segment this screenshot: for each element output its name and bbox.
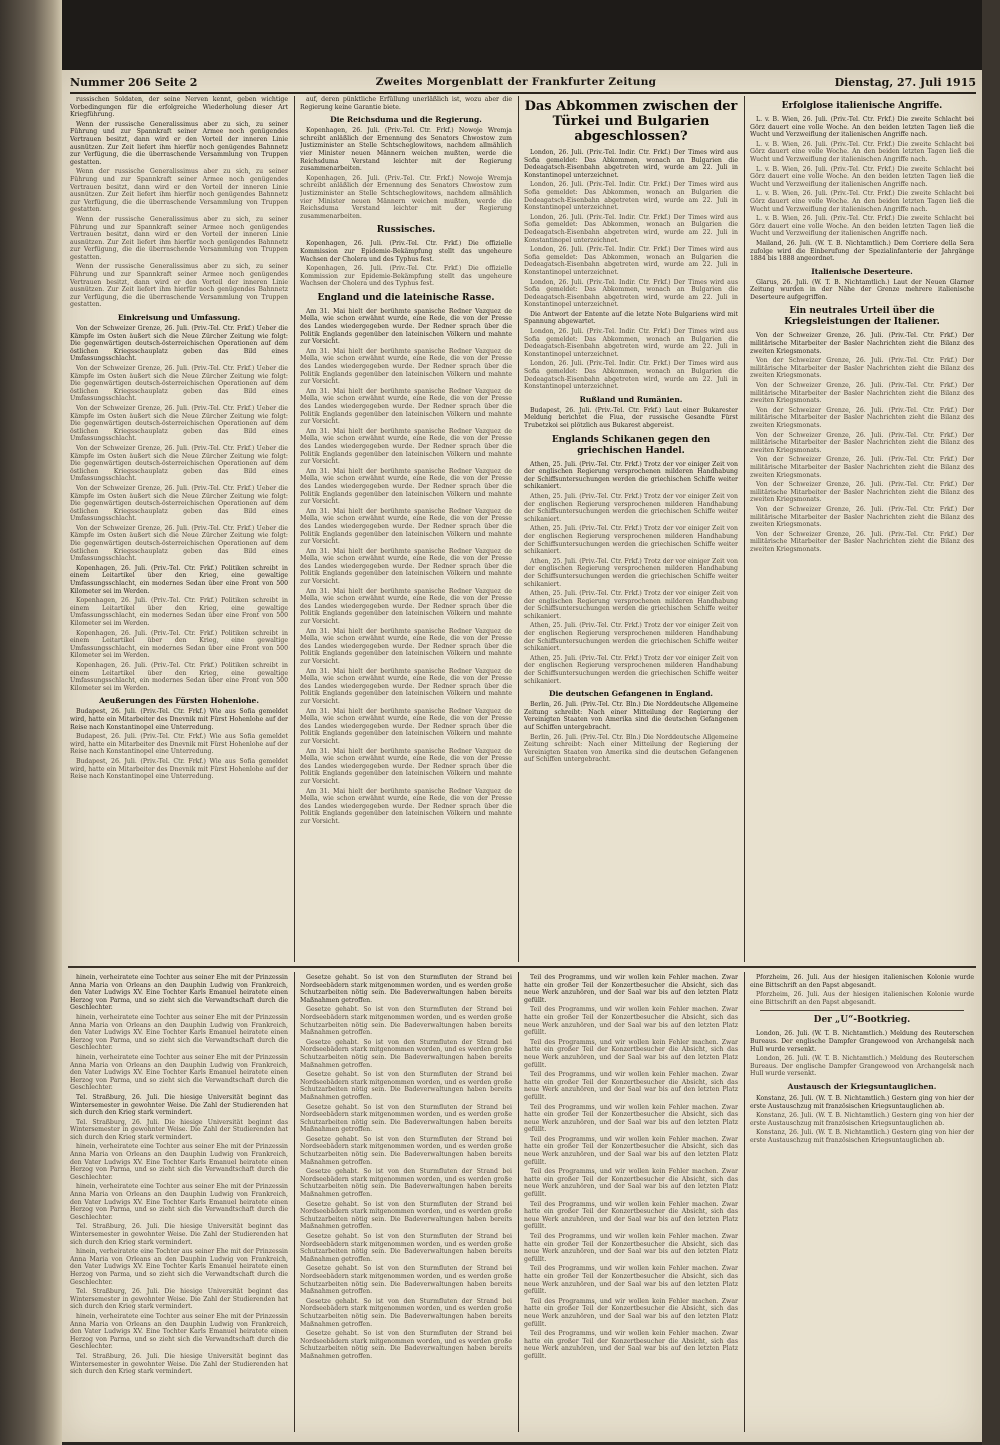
headline-erfolglose: Erfolglose italienische Angriffe. [781,101,943,111]
article-text: Athen, 25. Juli. (Priv.-Tel. Ctr. Frkf.) Trotz der vor einiger Zeit von der englischen Regierung versprochenen milderen Handhabung der Schiffsuntersuchungen werden die griechischen Schiffe weiter schikaniert. [524,525,738,556]
issue-date: Dienstag, 27. Juli 1915 [834,75,976,89]
feuilleton-text: Teil des Programms, und wir wollen kein Fehler machen. Zwar hatte ein großer Teil der Konzertbesucher die Absicht, sich das neue Werk anzuhören, und der Saal war bis auf den letzten Platz gefüllt. [524,1071,738,1101]
article-text: London, 26. Juli. (Priv.-Tel. Indir. Ctr. Frkf.) Der Times wird aus Sofia gemeldet: Das Abkommen, wonach an Bulgarien die Dedeagatsch-Eisenbahn abgetreten wird, wurde am 22. Juli in Konstantinopel unterzeichnet. [524,181,738,212]
article-text: Am 31. Mai hielt der berühmte spanische Redner Vazquez de Mella, wie schon erwähnt wurde, eine Rede, die von der Presse des Landes wiedergegeben wurde. Der Redner sprach über die Politik Englands gegenüber den lateinischen Völkern und mahnte zur Vorsicht. [300,467,512,506]
article-text: London, 26. Juli. (Priv.-Tel. Indir. Ctr. Frkf.) Der Times wird aus Sofia gemeldet: Das Abkommen, wonach an Bulgarien die Dedeagatsch-Eisenbahn abgetreten wird, wurde am 22. Juli in Konstantinopel unterzeichnet. [524,278,738,309]
article-text: Von der Schweizer Grenze, 26. Juli. (Priv.-Tel. Ctr. Frkf.) Ueber die Kämpfe im Osten äußert sich die Neue Zürcher Zeitung wie folgt: Die gegenwärtigen deutsch-österreichischen Operationen auf dem östlichen Kriegsschauplatz geben das Bild eines Umfassungsschlacht. [70,365,288,403]
feuilleton-text: Teil des Programms, und wir wollen kein Fehler machen. Zwar hatte ein großer Teil der Konzertbesucher die Absicht, sich das neue Werk anzuhören, und der Saal war bis auf den letzten Platz gefüllt. [524,1038,738,1069]
feuilleton-text: hinein, verheiratete eine Tochter aus seiner Ehe mit der Prinzessin Anna Maria von Orleans an den Dauphin Ludwig von Frankreich, den Vater Ludwigs XV. Eine Tochter Karls Emanuel heiratete einen Herzog von Parma, und so zieht sich die Verwandtschaft durch die Geschlechter. [70,1248,288,1286]
article-text: Von der Schweizer Grenze, 26. Juli. (Priv.-Tel. Ctr. Frkf.) Der militärische Mitarbeiter der Basler Nachrichten zieht die Bilanz des zweiten Kriegsmonats. [750,332,974,355]
article-text: Von der Schweizer Grenze, 26. Juli. (Priv.-Tel. Ctr. Frkf.) Ueber die Kämpfe im Osten äußert sich die Neue Zürcher Zeitung wie folgt: Die gegenwärtigen deutsch-österreichischen Operationen auf dem östlichen Kriegsschauplatz geben das Bild eines Umfassungsschlacht. [70,325,288,363]
feuilleton-text: Gesetze gehabt. So ist von den Sturmfluten der Strand bei Nordseebädern stark mitgenommen worden, und es werden große Schutzarbeiten nötig sein. Die Badeverwaltungen haben bereits Maßnahmen getroffen. [300,1103,512,1134]
feuilleton-text: Gesetze gehabt. So ist von den Sturmfluten der Strand bei Nordseebädern stark mitgenommen worden, und es werden große Schutzarbeiten nötig sein. Die Badeverwaltungen haben bereits Maßnahmen getroffen. [300,1038,512,1069]
headline-einkreisung: Einkreisung und Umfassung. [117,313,241,323]
article-text: Kopenhagen, 26. Juli. (Priv.-Tel. Ctr. Frkf.) Nowoje Wremja schreibt anläßlich der Ernennung des Senators Chwostow zum Justizminister an Stelle Schtscheglowitows, nachdem allmählich vier Minister neuen Männern weichen mußten, werde die Reichsduma Verstand leichter mit der Regierung zusammenarbeiten. [300,127,512,173]
article-text: Budapest, 26. Juli. (Priv.-Tel. Ctr. Frkf.) Wie aus Sofia gemeldet wird, hatte ein Mitarbeiter des Dnevnik mit Fürst Hohenlohe auf der Reise nach Konstantinopel eine Unterredung. [70,708,288,731]
article-text: Am 31. Mai hielt der berühmte spanische Redner Vazquez de Mella, wie schon erwähnt wurde, eine Rede, die von der Presse des Landes wiedergegeben wurde. Der Redner sprach über die Politik Englands gegenüber den lateinischen Völkern und mahnte zur Vorsicht. [300,787,512,825]
headline-ubootkrieg: Der „U“-Bootkrieg. [813,1015,911,1026]
article-text: Von der Schweizer Grenze, 26. Juli. (Priv.-Tel. Ctr. Frkf.) Der militärische Mitarbeiter der Basler Nachrichten zieht die Bilanz des zweiten Kriegsmonats. [750,505,974,529]
article-text: Wenn der russische Generalissimus aber zu sich, zu seiner Führung und zur Spannkraft seiner Armee noch genügendes Vertrauen besitzt, dann wird er den Vorteil der inneren Linie ausnützen. Zur Zeit liefert ihm hierfür noch genügendes Bahnnetz zur Verfügung, die die überraschende Versammlung von Truppen gestatten. [70,263,288,309]
article-text: L. v. B. Wien, 26. Juli. (Priv.-Tel. Ctr. Frkf.) Die zweite Schlacht bei Görz dauert eine volle Woche. An den beiden letzten Tagen ließ die Wucht und Verzweiflung der italienischen Angriffe nach. [750,215,974,238]
page-number: Nummer 206 Seite 2 [70,75,198,89]
feuilleton-text: Gesetze gehabt. So ist von den Sturmfluten der Strand bei Nordseebädern stark mitgenommen worden, und es werden große Schutzarbeiten nötig sein. Die Badeverwaltungen haben bereits Maßnahmen getroffen. [300,1071,512,1101]
article-text: Am 31. Mai hielt der berühmte spanische Redner Vazquez de Mella, wie schon erwähnt wurde, eine Rede, die von der Presse des Landes wiedergegeben wurde. Der Redner sprach über die Politik Englands gegenüber den lateinischen Völkern und mahnte zur Vorsicht. [300,547,512,586]
article-text: London, 26. Juli. (Priv.-Tel. Indir. Ctr. Frkf.) Der Times wird aus Sofia gemeldet: Das Abkommen, wonach an Bulgarien die Dedeagatsch-Eisenbahn abgetreten wird, wurde am 22. Juli in Konstantinopel unterzeichnet. [524,213,738,244]
column-rule [518,972,519,1432]
right-edge [982,0,1000,1445]
article-text: Konstanz, 26. Juli. (W. T. B. Nichtamtlich.) Gestern ging von hier der erste Austauschzug mit französischen Kriegsuntauglichen ab. [750,1129,974,1144]
feuilleton-text: Gesetze gehabt. So ist von den Sturmfluten der Strand bei Nordseebädern stark mitgenommen worden, und es werden große Schutzarbeiten nötig sein. Die Badeverwaltungen haben bereits Maßnahmen getroffen. [300,1233,512,1263]
feuilleton-text: Teil des Programms, und wir wollen kein Fehler machen. Zwar hatte ein großer Teil der Konzertbesucher die Absicht, sich das neue Werk anzuhören, und der Saal war bis auf den letzten Platz gefüllt. [524,1200,738,1231]
article-text: Pforzheim, 26. Juli. Aus der hiesigen italienischen Kolonie wurde eine Bittschrift an den Papst abgesandt. [750,974,974,989]
feuilleton-text: hinein, verheiratete eine Tochter aus seiner Ehe mit der Prinzessin Anna Maria von Orleans an den Dauphin Ludwig von Frankreich, den Vater Ludwigs XV. Eine Tochter Karls Emanuel heiratete einen Herzog von Parma, und so zieht sich die Verwandtschaft durch die Geschlechter. [70,1053,288,1092]
article-text: Am 31. Mai hielt der berühmte spanische Redner Vazquez de Mella, wie schon erwähnt wurde, eine Rede, die von der Presse des Landes wiedergegeben wurde. Der Redner sprach über die Politik Englands gegenüber den lateinischen Völkern und mahnte zur Vorsicht. [300,387,512,426]
column-rule [294,972,295,1432]
feuilleton-text: Tel. Straßburg, 26. Juli. Die hiesige Universität beginnt das Wintersemester in gewohnter Weise. Die Zahl der Studierenden hat sich durch den Krieg stark vermindert. [70,1118,288,1141]
article-text: Am 31. Mai hielt der berühmte spanische Redner Vazquez de Mella, wie schon erwähnt wurde, eine Rede, die von der Presse des Landes wiedergegeben wurde. Der Redner sprach über die Politik Englands gegenüber den lateinischen Völkern und mahnte zur Vorsicht. [300,707,512,745]
feuilleton-text: hinein, verheiratete eine Tochter aus seiner Ehe mit der Prinzessin Anna Maria von Orleans an den Dauphin Ludwig von Frankreich, den Vater Ludwigs XV. Eine Tochter Karls Emanuel heiratete einen Herzog von Parma, und so zieht sich die Verwandtschaft durch die Geschlechter. [70,1143,288,1181]
headline-duma: Die Reichsduma und die Regierung. [330,115,482,125]
feuilleton-text: Gesetze gehabt. So ist von den Sturmfluten der Strand bei Nordseebädern stark mitgenommen worden, und es werden große Schutzarbeiten nötig sein. Die Badeverwaltungen haben bereits Maßnahmen getroffen. [300,1135,512,1166]
masthead [70,74,976,94]
bottom-column-4 [750,974,974,1434]
article-text: Kopenhagen, 26. Juli. (Priv.-Tel. Ctr. Frkf.) Nowoje Wremja schreibt anläßlich der Ernennung des Senators Chwostow zum Justizminister an Stelle Schtscheglowitows, nachdem allmählich vier Minister neuen Männern weichen mußten, werde die Reichsduma Verstand leichter mit der Regierung zusammenarbeiten. [300,174,512,220]
feuilleton-text: Teil des Programms, und wir wollen kein Fehler machen. Zwar hatte ein großer Teil der Konzertbesucher die Absicht, sich das neue Werk anzuhören, und der Saal war bis auf den letzten Platz gefüllt. [524,1233,738,1263]
feuilleton-text: hinein, verheiratete eine Tochter aus seiner Ehe mit der Prinzessin Anna Maria von Orleans an den Dauphin Ludwig von Frankreich, den Vater Ludwigs XV. Eine Tochter Karls Emanuel heiratete einen Herzog von Parma, und so zieht sich die Verwandtschaft durch die Geschlechter. [70,974,288,1012]
article-text: L. v. B. Wien, 26. Juli. (Priv.-Tel. Ctr. Frkf.) Die zweite Schlacht bei Görz dauert eine volle Woche. An den beiden letzten Tagen ließ die Wucht und Verzweiflung der italienischen Angriffe nach. [750,116,974,139]
feuilleton-text: Teil des Programms, und wir wollen kein Fehler machen. Zwar hatte ein großer Teil der Konzertbesucher die Absicht, sich das neue Werk anzuhören, und der Saal war bis auf den letzten Platz gefüllt. [524,1103,738,1134]
column-rule [518,96,519,962]
headline-rumaenien: Rußland und Rumänien. [579,394,683,404]
article-text: London, 26. Juli. (W. T. B. Nichtamtlich.) Meldung des Reuterschen Bureaus. Der englische Dampfer Grangewood von Archangelsk nach Hull wurde versenkt. [750,1030,974,1053]
separator-line [760,1010,964,1011]
article-text: Kopenhagen, 26. Juli. (Priv.-Tel. Ctr. Frkf.) Politiken schreibt in einem Leitartikel über den Krieg, eine gewaltige Umfassungsschlacht, ein modernes Sedan über eine Front von 500 Kilometer sei im Werden. [70,629,288,660]
article-text: Budapest, 26. Juli. (Priv.-Tel. Ctr. Frkf.) Laut einer Bukarester Meldung berichtet die Fiua, der russische Gesandte Fürst Trubetzkoi sei plötzlich aus Bukarest abgereist. [524,406,738,429]
headline-austausch: Austausch der Kriegsuntauglichen. [787,1081,937,1091]
article-text: Budapest, 26. Juli. (Priv.-Tel. Ctr. Frkf.) Wie aus Sofia gemeldet wird, hatte ein Mitarbeiter des Dnevnik mit Fürst Hohenlohe auf der Reise nach Konstantinopel eine Unterredung. [70,733,288,756]
newspaper-page [62,70,982,1442]
article-text: Von der Schweizer Grenze, 26. Juli. (Priv.-Tel. Ctr. Frkf.) Der militärische Mitarbeiter der Basler Nachrichten zieht die Bilanz des zweiten Kriegsmonats. [750,530,974,553]
column-rule [744,96,745,962]
article-text: Von der Schweizer Grenze, 26. Juli. (Priv.-Tel. Ctr. Frkf.) Der militärische Mitarbeiter der Basler Nachrichten zieht die Bilanz des zweiten Kriegsmonats. [750,357,974,380]
article-text: Am 31. Mai hielt der berühmte spanische Redner Vazquez de Mella, wie schon erwähnt wurde, eine Rede, die von der Presse des Landes wiedergegeben wurde. Der Redner sprach über die Politik Englands gegenüber den lateinischen Völkern und mahnte zur Vorsicht. [300,427,512,466]
article-text: Athen, 25. Juli. (Priv.-Tel. Ctr. Frkf.) Trotz der vor einiger Zeit von der englischen Regierung versprochenen milderen Handhabung der Schiffsuntersuchungen werden die griechischen Schiffe weiter schikaniert. [524,557,738,588]
article-text: Von der Schweizer Grenze, 26. Juli. (Priv.-Tel. Ctr. Frkf.) Der militärische Mitarbeiter der Basler Nachrichten zieht die Bilanz des zweiten Kriegsmonats. [750,481,974,504]
column-1 [70,96,288,962]
article-text: Am 31. Mai hielt der berühmte spanische Redner Vazquez de Mella, wie schon erwähnt wurde, eine Rede, die von der Presse des Landes wiedergegeben wurde. Der Redner sprach über die Politik Englands gegenüber den lateinischen Völkern und mahnte zur Vorsicht. [300,307,512,346]
article-text: Berlin, 26. Juli. (Priv.-Tel. Ctr. Bln.) Die Norddeutsche Allgemeine Zeitung schreibt: Nach einer Mitteilung der Regierung der Vereinigten Staaten von Amerika sind die deutschen Gefangenen auf Schiffen untergebracht. [524,733,738,764]
article-text: Kopenhagen, 26. Juli. (Priv.-Tel. Ctr. Frkf.) Politiken schreibt in einem Leitartikel über den Krieg, eine gewaltige Umfassungsschlacht, ein modernes Sedan über eine Front von 500 Kilometer sei im Werden. [70,661,288,692]
article-text: Am 31. Mai hielt der berühmte spanische Redner Vazquez de Mella, wie schon erwähnt wurde, eine Rede, die von der Presse des Landes wiedergegeben wurde. Der Redner sprach über die Politik Englands gegenüber den lateinischen Völkern und mahnte zur Vorsicht. [300,667,512,705]
feuilleton-text: Tel. Straßburg, 26. Juli. Die hiesige Universität beginnt das Wintersemester in gewohnter Weise. Die Zahl der Studierenden hat sich durch den Krieg stark vermindert. [70,1288,288,1311]
article-text: Wenn der russische Generalissimus aber zu sich, zu seiner Führung und zur Spannkraft seiner Armee noch genügendes Vertrauen besitzt, dann wird er den Vorteil der inneren Linie ausnützen. Zur Zeit liefert ihm hierfür noch genügendes Bahnnetz zur Verfügung, die die überraschende Versammlung von Truppen gestatten. [70,215,288,261]
article-text: Kopenhagen, 26. Juli. (Priv.-Tel. Ctr. Frkf.) Politiken schreibt in einem Leitartikel über den Krieg, eine gewaltige Umfassungsschlacht, ein modernes Sedan über eine Front von 500 Kilometer sei im Werden. [70,564,288,595]
feuilleton-text: Tel. Straßburg, 26. Juli. Die hiesige Universität beginnt das Wintersemester in gewohnter Weise. Die Zahl der Studierenden hat sich durch den Krieg stark vermindert. [70,1352,288,1376]
article-text: Von der Schweizer Grenze, 26. Juli. (Priv.-Tel. Ctr. Frkf.) Der militärische Mitarbeiter der Basler Nachrichten zieht die Bilanz des zweiten Kriegsmonats. [750,431,974,454]
article-text: Athen, 25. Juli. (Priv.-Tel. Ctr. Frkf.) Trotz der vor einiger Zeit von der englischen Regierung versprochenen milderen Handhabung der Schiffsuntersuchungen werden die griechischen Schiffe weiter schikaniert. [524,492,738,523]
article-text: L. v. B. Wien, 26. Juli. (Priv.-Tel. Ctr. Frkf.) Die zweite Schlacht bei Görz dauert eine volle Woche. An den beiden letzten Tagen ließ die Wucht und Verzweiflung der italienischen Angriffe nach. [750,190,974,213]
feuilleton-text: Gesetze gehabt. So ist von den Sturmfluten der Strand bei Nordseebädern stark mitgenommen worden, und es werden große Schutzarbeiten nötig sein. Die Badeverwaltungen haben bereits Maßnahmen getroffen. [300,1168,512,1199]
article-text: Konstanz, 26. Juli. (W. T. B. Nichtamtlich.) Gestern ging von hier der erste Austauschzug mit französischen Kriegsuntauglichen ab. [750,1094,974,1110]
article-text: L. v. B. Wien, 26. Juli. (Priv.-Tel. Ctr. Frkf.) Die zweite Schlacht bei Görz dauert eine volle Woche. An den beiden letzten Tagen ließ die Wucht und Verzweiflung der italienischen Angriffe nach. [750,140,974,163]
column-rule [744,972,745,1432]
article-text: Am 31. Mai hielt der berühmte spanische Redner Vazquez de Mella, wie schon erwähnt wurde, eine Rede, die von der Presse des Landes wiedergegeben wurde. Der Redner sprach über die Politik Englands gegenüber den lateinischen Völkern und mahnte zur Vorsicht. [300,507,512,546]
headline-abkommen: Das Abkommen zwischen der Türkei und Bulgarien abgeschlossen? [524,99,738,144]
feuilleton-text: hinein, verheiratete eine Tochter aus seiner Ehe mit der Prinzessin Anna Maria von Orleans an den Dauphin Ludwig von Frankreich, den Vater Ludwigs XV. Eine Tochter Karls Emanuel heiratete einen Herzog von Parma, und so zieht sich die Verwandtschaft durch die Geschlechter. [70,1013,288,1052]
feuilleton-text: Teil des Programms, und wir wollen kein Fehler machen. Zwar hatte ein großer Teil der Konzertbesucher die Absicht, sich das neue Werk anzuhören, und der Saal war bis auf den letzten Platz gefüllt. [524,974,738,1004]
article-text: Konstanz, 26. Juli. (W. T. B. Nichtamtlich.) Gestern ging von hier der erste Austauschzug mit französischen Kriegsuntauglichen ab. [750,1112,974,1127]
article-text: Von der Schweizer Grenze, 26. Juli. (Priv.-Tel. Ctr. Frkf.) Der militärische Mitarbeiter der Basler Nachrichten zieht die Bilanz des zweiten Kriegsmonats. [750,406,974,429]
headline-deserteure: Italienische Deserteure. [811,266,913,276]
feuilleton-text: Teil des Programms, und wir wollen kein Fehler machen. Zwar hatte ein großer Teil der Konzertbesucher die Absicht, sich das neue Werk anzuhören, und der Saal war bis auf den letzten Platz gefüllt. [524,1265,738,1296]
article-text: russischen Soldaten, der seine Nerven kennt, geben wichtige Vorbedingungen für die erfolgreiche Wiederholung dieser Art Kriegführung. [70,96,288,119]
article-text: Glarus, 26. Juli. (W. T. B. Nichtamtlich.) Laut der Neuen Glarner Zeitung wurden in der Nähe der Grenze mehrere italienische Deserteure aufgegriffen. [750,278,974,301]
headline-schikanen: Englands Schikanen gegen den griechischen Handel. [551,434,711,456]
feuilleton-text: Gesetze gehabt. So ist von den Sturmfluten der Strand bei Nordseebädern stark mitgenommen worden, und es werden große Schutzarbeiten nötig sein. Die Badeverwaltungen haben bereits Maßnahmen getroffen. [300,1330,512,1360]
article-text: Kopenhagen, 26. Juli. (Priv.-Tel. Ctr. Frkf.) Die offizielle Kommission zur Epidemie-Bekämpfung stellt das ungeheure Wachsen der Cholera und des Typhus fest. [300,265,512,288]
newspaper-title: Zweites Morgenblatt der Frankfurter Zeitung [375,76,657,88]
feuilleton-text: Tel. Straßburg, 26. Juli. Die hiesige Universität beginnt das Wintersemester in gewohnter Weise. Die Zahl der Studierenden hat sich durch den Krieg stark vermindert. [70,1223,288,1246]
article-text: Kopenhagen, 26. Juli. (Priv.-Tel. Ctr. Frkf.) Politiken schreibt in einem Leitartikel über den Krieg, eine gewaltige Umfassungsschlacht, ein modernes Sedan über eine Front von 500 Kilometer sei im Werden. [70,597,288,627]
article-text: Budapest, 26. Juli. (Priv.-Tel. Ctr. Frkf.) Wie aus Sofia gemeldet wird, hatte ein Mitarbeiter des Dnevnik mit Fürst Hohenlohe auf der Reise nach Konstantinopel eine Unterredung. [70,757,288,781]
article-text: Am 31. Mai hielt der berühmte spanische Redner Vazquez de Mella, wie schon erwähnt wurde, eine Rede, die von der Presse des Landes wiedergegeben wurde. Der Redner sprach über die Politik Englands gegenüber den lateinischen Völkern und mahnte zur Vorsicht. [300,587,512,626]
column-4 [750,96,974,962]
feuilleton-text: Teil des Programms, und wir wollen kein Fehler machen. Zwar hatte ein großer Teil der Konzertbesucher die Absicht, sich das neue Werk anzuhören, und der Saal war bis auf den letzten Platz gefüllt. [524,1297,738,1328]
book-binding [0,0,62,1445]
article-text: London, 26. Juli. (W. T. B. Nichtamtlich.) Meldung des Reuterschen Bureaus. Der englische Dampfer Grangewood von Archangelsk nach Hull wurde versenkt. [750,1055,974,1078]
article-text: Kopenhagen, 26. Juli. (Priv.-Tel. Ctr. Frkf.) Die offizielle Kommission zur Epidemie-Bekämpfung stellt das ungeheure Wachsen der Cholera und des Typhus fest. [300,240,512,263]
article-text: Athen, 25. Juli. (Priv.-Tel. Ctr. Frkf.) Trotz der vor einiger Zeit von der englischen Regierung versprochenen milderen Handhabung der Schiffsuntersuchungen werden die griechischen Schiffe weiter schikaniert. [524,460,738,491]
article-text: Athen, 25. Juli. (Priv.-Tel. Ctr. Frkf.) Trotz der vor einiger Zeit von der englischen Regierung versprochenen milderen Handhabung der Schiffsuntersuchungen werden die griechischen Schiffe weiter schikaniert. [524,654,738,685]
column-3 [524,96,738,962]
article-text: Von der Schweizer Grenze, 26. Juli. (Priv.-Tel. Ctr. Frkf.) Der militärische Mitarbeiter der Basler Nachrichten zieht die Bilanz des zweiten Kriegsmonats. [750,382,974,405]
feuilleton-text: Gesetze gehabt. So ist von den Sturmfluten der Strand bei Nordseebädern stark mitgenommen worden, und es werden große Schutzarbeiten nötig sein. Die Badeverwaltungen haben bereits Maßnahmen getroffen. [300,974,512,1004]
article-text: Am 31. Mai hielt der berühmte spanische Redner Vazquez de Mella, wie schon erwähnt wurde, eine Rede, die von der Presse des Landes wiedergegeben wurde. Der Redner sprach über die Politik Englands gegenüber den lateinischen Völkern und mahnte zur Vorsicht. [300,347,512,386]
article-text: London, 26. Juli. (Priv.-Tel. Indir. Ctr. Frkf.) Der Times wird aus Sofia gemeldet: Das Abkommen, wonach an Bulgarien die Dedeagatsch-Eisenbahn abgetreten wird, wurde am 22. Juli in Konstantinopel unterzeichnet. [524,246,738,276]
headline-gefangene: Die deutschen Gefangenen in England. [548,689,714,699]
bottom-column-3 [524,974,738,1434]
column-2 [300,96,512,962]
article-text: L. v. B. Wien, 26. Juli. (Priv.-Tel. Ctr. Frkf.) Die zweite Schlacht bei Görz dauert eine volle Woche. An den beiden letzten Tagen ließ die Wucht und Verzweiflung der italienischen Angriffe nach. [750,165,974,188]
feuilleton-text: Gesetze gehabt. So ist von den Sturmfluten der Strand bei Nordseebädern stark mitgenommen worden, und es werden große Schutzarbeiten nötig sein. Die Badeverwaltungen haben bereits Maßnahmen getroffen. [300,1006,512,1037]
article-text: Athen, 25. Juli. (Priv.-Tel. Ctr. Frkf.) Trotz der vor einiger Zeit von der englischen Regierung versprochenen milderen Handhabung der Schiffsuntersuchungen werden die griechischen Schiffe weiter schikaniert. [524,590,738,620]
article-text: Pforzheim, 26. Juli. Aus der hiesigen italienischen Kolonie wurde eine Bittschrift an den Papst abgesandt. [750,991,974,1006]
feuilleton-text: Teil des Programms, und wir wollen kein Fehler machen. Zwar hatte ein großer Teil der Konzertbesucher die Absicht, sich das neue Werk anzuhören, und der Saal war bis auf den letzten Platz gefüllt. [524,1168,738,1199]
feuilleton-text: Gesetze gehabt. So ist von den Sturmfluten der Strand bei Nordseebädern stark mitgenommen worden, und es werden große Schutzarbeiten nötig sein. Die Badeverwaltungen haben bereits Maßnahmen getroffen. [300,1265,512,1296]
feuilleton-text: Teil des Programms, und wir wollen kein Fehler machen. Zwar hatte ein großer Teil der Konzertbesucher die Absicht, sich das neue Werk anzuhören, und der Saal war bis auf den letzten Platz gefüllt. [524,1330,738,1360]
article-text: London, 26. Juli. (Priv.-Tel. Indir. Ctr. Frkf.) Der Times wird aus Sofia gemeldet: Das Abkommen, wonach an Bulgarien die Dedeagatsch-Eisenbahn abgetreten wird, wurde am 22. Juli in Konstantinopel unterzeichnet. [524,149,738,179]
feuilleton-text: Teil des Programms, und wir wollen kein Fehler machen. Zwar hatte ein großer Teil der Konzertbesucher die Absicht, sich das neue Werk anzuhören, und der Saal war bis auf den letzten Platz gefüllt. [524,1006,738,1037]
article-text: Wenn der russische Generalissimus aber zu sich, zu seiner Führung und zur Spannkraft seiner Armee noch genügendes Vertrauen besitzt, dann wird er den Vorteil der inneren Linie ausnützen. Zur Zeit liefert ihm hierfür noch genügendes Bahnnetz zur Verfügung, die die überraschende Versammlung von Truppen gestatten. [70,168,288,214]
feuilleton-text: Gesetze gehabt. So ist von den Sturmfluten der Strand bei Nordseebädern stark mitgenommen worden, und es werden große Schutzarbeiten nötig sein. Die Badeverwaltungen haben bereits Maßnahmen getroffen. [300,1200,512,1231]
article-text: Von der Schweizer Grenze, 26. Juli. (Priv.-Tel. Ctr. Frkf.) Ueber die Kämpfe im Osten äußert sich die Neue Zürcher Zeitung wie folgt: Die gegenwärtigen deutsch-österreichischen Operationen auf dem östlichen Kriegsschauplatz geben das Bild eines Umfassungsschlacht. [70,404,288,443]
article-text: Die Antwort der Entente auf die letzte Note Bulgariens wird mit Spannung abgewartet. [524,310,738,326]
article-text: Am 31. Mai hielt der berühmte spanische Redner Vazquez de Mella, wie schon erwähnt wurde, eine Rede, die von der Presse des Landes wiedergegeben wurde. Der Redner sprach über die Politik Englands gegenüber den lateinischen Völkern und mahnte zur Vorsicht. [300,747,512,785]
bottom-column-1 [70,974,288,1434]
article-text: Am 31. Mai hielt der berühmte spanische Redner Vazquez de Mella, wie schon erwähnt wurde, eine Rede, die von der Presse des Landes wiedergegeben wurde. Der Redner sprach über die Politik Englands gegenüber den lateinischen Völkern und mahnte zur Vorsicht. [300,627,512,665]
feuilleton-text: hinein, verheiratete eine Tochter aus seiner Ehe mit der Prinzessin Anna Maria von Orleans an den Dauphin Ludwig von Frankreich, den Vater Ludwigs XV. Eine Tochter Karls Emanuel heiratete einen Herzog von Parma, und so zieht sich die Verwandtschaft durch die Geschlechter. [70,1312,288,1351]
article-text: Athen, 25. Juli. (Priv.-Tel. Ctr. Frkf.) Trotz der vor einiger Zeit von der englischen Regierung versprochenen milderen Handhabung der Schiffsuntersuchungen werden die griechischen Schiffe weiter schikaniert. [524,622,738,653]
article-text: Von der Schweizer Grenze, 26. Juli. (Priv.-Tel. Ctr. Frkf.) Ueber die Kämpfe im Osten äußert sich die Neue Zürcher Zeitung wie folgt: Die gegenwärtigen deutsch-österreichischen Operationen auf dem östlichen Kriegsschauplatz geben das Bild eines Umfassungsschlacht. [70,444,288,483]
feuilleton-text: Tel. Straßburg, 26. Juli. Die hiesige Universität beginnt das Wintersemester in gewohnter Weise. Die Zahl der Studierenden hat sich durch den Krieg stark vermindert. [70,1093,288,1117]
bottom-column-2 [300,974,512,1434]
article-text: Mailand, 26. Juli. (W. T. B. Nichtamtlich.) Dem Corriere della Sera zufolge wird die Einberufung der Spezialinfanterie der Jahrgänge 1884 bis 1888 angeordnet. [750,239,974,263]
article-text: Von der Schweizer Grenze, 26. Juli. (Priv.-Tel. Ctr. Frkf.) Ueber die Kämpfe im Osten äußert sich die Neue Zürcher Zeitung wie folgt: Die gegenwärtigen deutsch-österreichischen Operationen auf dem östlichen Kriegsschauplatz geben das Bild eines Umfassungsschlacht. [70,524,288,563]
section-divider [68,966,976,968]
column-rule [294,96,295,962]
article-text: Von der Schweizer Grenze, 26. Juli. (Priv.-Tel. Ctr. Frkf.) Ueber die Kämpfe im Osten äußert sich die Neue Zürcher Zeitung wie folgt: Die gegenwärtigen deutsch-österreichischen Operationen auf dem östlichen Kriegsschauplatz geben das Bild eines Umfassungsschlacht. [70,484,288,523]
article-text: Berlin, 26. Juli. (Priv.-Tel. Ctr. Bln.) Die Norddeutsche Allgemeine Zeitung schreibt: Nach einer Mitteilung der Regierung der Vereinigten Staaten von Amerika sind die deutschen Gefangenen auf Schiffen untergebracht. [524,701,738,731]
feuilleton-text: Gesetze gehabt. So ist von den Sturmfluten der Strand bei Nordseebädern stark mitgenommen worden, und es werden große Schutzarbeiten nötig sein. Die Badeverwaltungen haben bereits Maßnahmen getroffen. [300,1297,512,1328]
article-text: Von der Schweizer Grenze, 26. Juli. (Priv.-Tel. Ctr. Frkf.) Der militärische Mitarbeiter der Basler Nachrichten zieht die Bilanz des zweiten Kriegsmonats. [750,456,974,479]
feuilleton-text: Teil des Programms, und wir wollen kein Fehler machen. Zwar hatte ein großer Teil der Konzertbesucher die Absicht, sich das neue Werk anzuhören, und der Saal war bis auf den letzten Platz gefüllt. [524,1135,738,1166]
feuilleton-text: hinein, verheiratete eine Tochter aus seiner Ehe mit der Prinzessin Anna Maria von Orleans an den Dauphin Ludwig von Frankreich, den Vater Ludwigs XV. Eine Tochter Karls Emanuel heiratete einen Herzog von Parma, und so zieht sich die Verwandtschaft durch die Geschlechter. [70,1183,288,1221]
article-text: auf, deren pünktliche Erfüllung unerläßlich ist, wozu aber die Regierung keine Garantie biete. [300,96,512,111]
headline-russisches: Russisches. [376,225,436,236]
headline-england: England und die lateinische Rasse. [317,292,495,303]
headline-hohenlohe: Aeußerungen des Fürsten Hohenlohe. [99,696,259,706]
article-text: London, 26. Juli. (Priv.-Tel. Indir. Ctr. Frkf.) Der Times wird aus Sofia gemeldet: Das Abkommen, wonach an Bulgarien die Dedeagatsch-Eisenbahn abgetreten wird, wurde am 22. Juli in Konstantinopel unterzeichnet. [524,360,738,391]
headline-urteil: Ein neutrales Urteil über die Kriegsleistungen der Italiener. [784,306,940,328]
article-text: Wenn der russische Generalissimus aber zu sich, zu seiner Führung und zur Spannkraft seiner Armee noch genügendes Vertrauen besitzt, dann wird er den Vorteil der inneren Linie ausnützen. Zur Zeit liefert ihm hierfür noch genügendes Bahnnetz zur Verfügung, die die überraschende Versammlung von Truppen gestatten. [70,120,288,166]
top-margin [62,0,1000,70]
article-text: London, 26. Juli. (Priv.-Tel. Indir. Ctr. Frkf.) Der Times wird aus Sofia gemeldet: Das Abkommen, wonach an Bulgarien die Dedeagatsch-Eisenbahn abgetreten wird, wurde am 22. Juli in Konstantinopel unterzeichnet. [524,328,738,358]
